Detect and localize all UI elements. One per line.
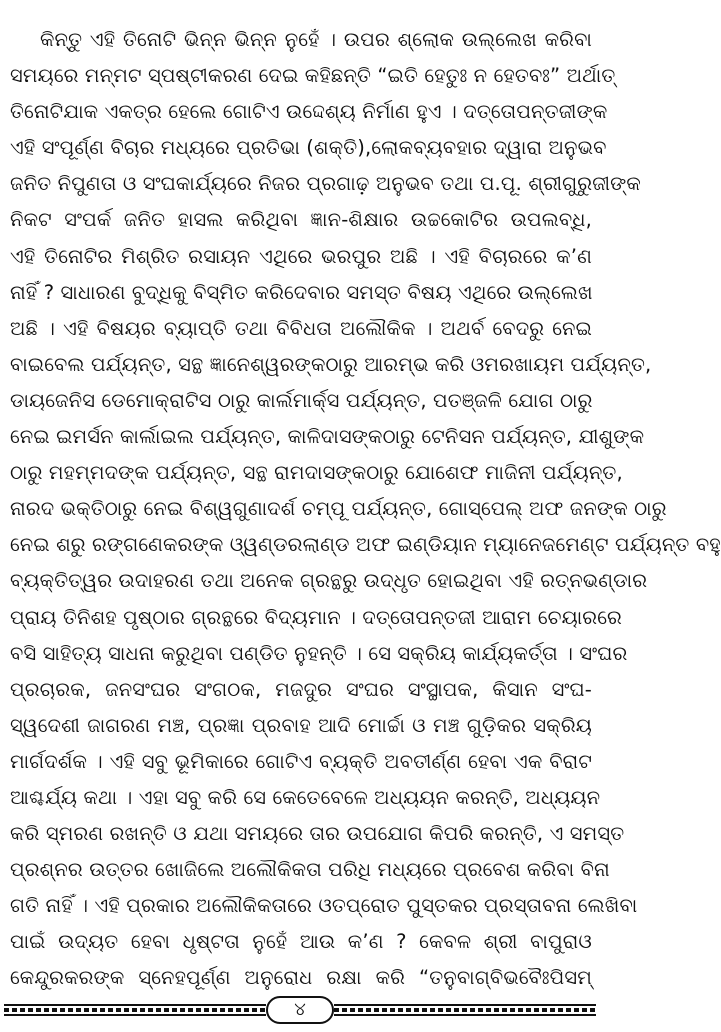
text-line-7: ଏହି ତିନୋଟିର ମିଶ୍ରିତ ରସାୟନ ଏଥିରେ ଭରପୁର ଅଛି । ଏହି ବିଚାରରେ କ’ଣ	[10, 244, 592, 268]
text-line-4: ଏହି ସଂପୂର୍ଣ୍ଣ ବିଚାର ମଧ୍ୟରେ ପ୍ରତିଭା (ଶକ୍ତି),ଲୋକବ୍ୟବହାର ଦ୍ୱାରା ଅନୁଭବ	[10, 136, 607, 160]
text-line-15: ନେଇ ଶରୁ ରଙ୍ଗଣେକରଙ୍କ ଓ୍ୱଣ୍ଡରଲାଣ୍ଡ ଅଫ ଇଣ୍ଡିୟାନ ମ୍ୟାନେଜମେଣ୍ଟ ପର୍ଯ୍ୟନ୍ତ ବହୁ	[10, 533, 721, 557]
text-line-23: କରି ସ୍ମରଣ ରଖନ୍ତି ଓ ଯଥା ସମୟରେ ତାର ଉପଯୋଗ କିପରି କରନ୍ତି, ଏ ସମସ୍ତ	[10, 822, 625, 846]
text-line-19: ପ୍ରଚାରକ, ଜନସଂଘର ସଂଗଠକ, ମଜଦୁର ସଂଘର ସଂସ୍ଥାପକ, କିସାନ ସଂଘ-	[10, 677, 592, 701]
text-line-12: ନେଇ ଇମର୍ସନ କାର୍ଲାଇଲ ପର୍ଯ୍ୟନ୍ତ, କାଳିଦାସଙ୍କଠାରୁ ଟେନିସନ ପର୍ଯ୍ୟନ୍ତ, ଯୀଶୁଙ୍କ	[10, 425, 645, 449]
text-line-16: ବ୍ୟକ୍ତିତ୍ୱର ଉଦାହରଣ ତଥା ଅନେକ ଗ୍ରନ୍ଥରୁ ଉଦ୍ଧୃତ ହୋଇଥିବା ଏହି ରତ୍ନଭଣ୍ଡାର	[10, 569, 648, 593]
text-line-22: ଆଶ୍ଚର୍ଯ୍ୟ କଥା । ଏହା ସବୁ କରି ସେ କେତେବେଳେ ଅଧ୍ୟୟନ କରନ୍ତି, ଅଧ୍ୟୟନ	[10, 785, 601, 809]
text-line-17: ପ୍ରାୟ ତିନିଶହ ପୃଷ୍ଠାର ଗ୍ରନ୍ଥରେ ବିଦ୍ୟମାନ । ଦତ୍ତୋପନ୍ତଜୀ ଆରାମ ଚେୟାରରେ	[10, 605, 622, 629]
text-line-26: ପାଇଁ ଉଦ୍ୟତ ହେବା ଧୃଷ୍ଟତା ନୁହେଁ ଆଉ କ’ଣ ? କେବଳ ଶ୍ରୀ ବାପୁରାଓ	[10, 930, 592, 954]
body-paragraph	[10, 22, 721, 997]
text-line-8: ନାହିଁ ? ସାଧାରଣ ବୁଦ୍ଧିକୁ ବିସ୍ମିତ କରିଦେବାର ସମସ୍ତ ବିଷୟ ଏଥିରେ ଉଲ୍ଲେଖ	[10, 280, 593, 304]
footer-chain-border-left	[4, 1004, 266, 1016]
text-line-6: ନିକଟ ସଂପର୍କ ଜନିତ ହାସଲ କରିଥିବା ଜ୍ଞାନ-ଶିକ୍ଷାର ଉଚ୍ଚକୋଟିର ଉପଲବ୍ଧି,	[10, 208, 592, 232]
text-line-10: ବାଇବେଲ ପର୍ଯ୍ୟନ୍ତ, ସନ୍ଥ ଜ୍ଞାନେଶ୍ୱରଙ୍କଠାରୁ ଆରମ୍ଭ କରି ଓମରଖାୟମ ପର୍ଯ୍ୟନ୍ତ,	[10, 352, 652, 376]
text-line-25: ଗତି ନାହିଁ । ଏହି ପ୍ରକାର ଅଲୌକିକତାରେ ଓତପ୍ରୋତ ପୁସ୍ତକର ପ୍ରସ୍ତାବନା ଲେଖିବା	[10, 894, 638, 918]
page-footer	[4, 996, 596, 1026]
text-line-9: ଅଛି । ଏହି ବିଷୟର ବ୍ୟାପ୍ତି ତଥା ବିବିଧତା ଅଲୌକିକ । ଅଥର୍ବ ବେଦରୁ ନେଇ	[10, 316, 592, 340]
text-line-21: ମାର୍ଗଦର୍ଶକ । ଏହି ସବୁ ଭୂମିକାରେ ଗୋଟିଏ ବ୍ୟକ୍ତି ଅବତୀର୍ଣ୍ଣ ହେବା ଏକ ବିରାଟ	[10, 749, 592, 773]
text-line-24: ପ୍ରଶ୍ନର ଉତ୍ତର ଖୋଜିଲେ ଅଲୌକିକତା ପରିଧି ମଧ୍ୟରେ ପ୍ରବେଶ କରିବା ବିନା	[10, 858, 610, 882]
text-line-20: ସ୍ୱଦେଶୀ ଜାଗରଣ ମଞ୍ଚ, ପ୍ରଜ୍ଞା ପ୍ରବାହ ଆଦି ମୋର୍ଚ୍ଚା ଓ ମଞ୍ଚ ଗୁଡ଼ିକର ସକ୍ରିୟ	[10, 713, 592, 737]
page-number: ୪	[266, 996, 334, 1024]
text-line-2: ସମୟରେ ମନ୍ମଟ ସ୍ପଷ୍ଟୀକରଣ ଦେଇ କହିଛନ୍ତି “ଇତି ହେତୁଃ ନ ହେତବଃ” ଅର୍ଥାତ୍	[10, 64, 616, 88]
text-line-5: ଜନିତ ନିପୁଣତା ଓ ସଂଘକାର୍ଯ୍ୟରେ ନିଜର ପ୍ରଗାଢ଼ ଅନୁଭବ ତଥା ପ.ପୂ. ଶ୍ରୀଗୁରୁଜୀଙ୍କ	[10, 172, 641, 196]
text-line-14: ନାରଦ ଭକ୍ତିଠାରୁ ନେଇ ବିଶ୍ୱଗୁଣାଦର୍ଶ ଚମ୍ପୂ ପର୍ଯ୍ୟନ୍ତ, ଗୋସ୍ପେଲ୍ ଅଫ ଜନଙ୍କ ଠାରୁ	[10, 497, 667, 521]
text-line-13: ଠାରୁ ମହମ୍ମଦଙ୍କ ପର୍ଯ୍ୟନ୍ତ, ସନ୍ଥ ରାମଦାସଙ୍କଠାରୁ ଯୋଶେଫ ମାଜିନୀ ପର୍ଯ୍ୟନ୍ତ,	[10, 461, 623, 485]
text-line-1: କିନ୍ତୁ ଏହି ତିନୋଟି ଭିନ୍ନ ଭିନ୍ନ ନୁହେଁ । ଉପର ଶ୍ଲୋକ ଉଲ୍ଲେଖ କରିବା	[40, 28, 592, 51]
text-line-27: କେନ୍ଦୁରକରଙ୍କ ସ୍ନେହପୂର୍ଣ୍ଣ ଅନୁରୋଧ ରକ୍ଷା କରି “ତନୁବାଗ୍‌ବିଭବୈଃପିସମ୍	[10, 966, 592, 990]
footer-chain-border-right	[334, 1004, 596, 1016]
text-line-3: ତିନୋଟିଯାକ ଏକତ୍ର ହେଲେ ଗୋଟିଏ ଉଦ୍ଦେଶ୍ୟ ନିର୍ମାଣ ହୁଏ । ଦତ୍ତୋପନ୍ତଜୀଙ୍କ	[10, 100, 608, 124]
text-line-18: ବସି ସାହିତ୍ୟ ସାଧନା କରୁଥିବା ପଣ୍ଡିତ ନୁହନ୍ତି । ସେ ସକ୍ରିୟ କାର୍ଯ୍ୟକର୍ତ୍ତା । ସଂଘର	[10, 641, 628, 665]
text-line-11: ଡାୟଜେନିସ ଡେମୋକ୍ରାଟିସ ଠାରୁ କାର୍ଲମାର୍କ୍ସ ପର୍ଯ୍ୟନ୍ତ, ପତଞ୍ଜଳି ଯୋଗ ଠାରୁ	[10, 388, 593, 412]
